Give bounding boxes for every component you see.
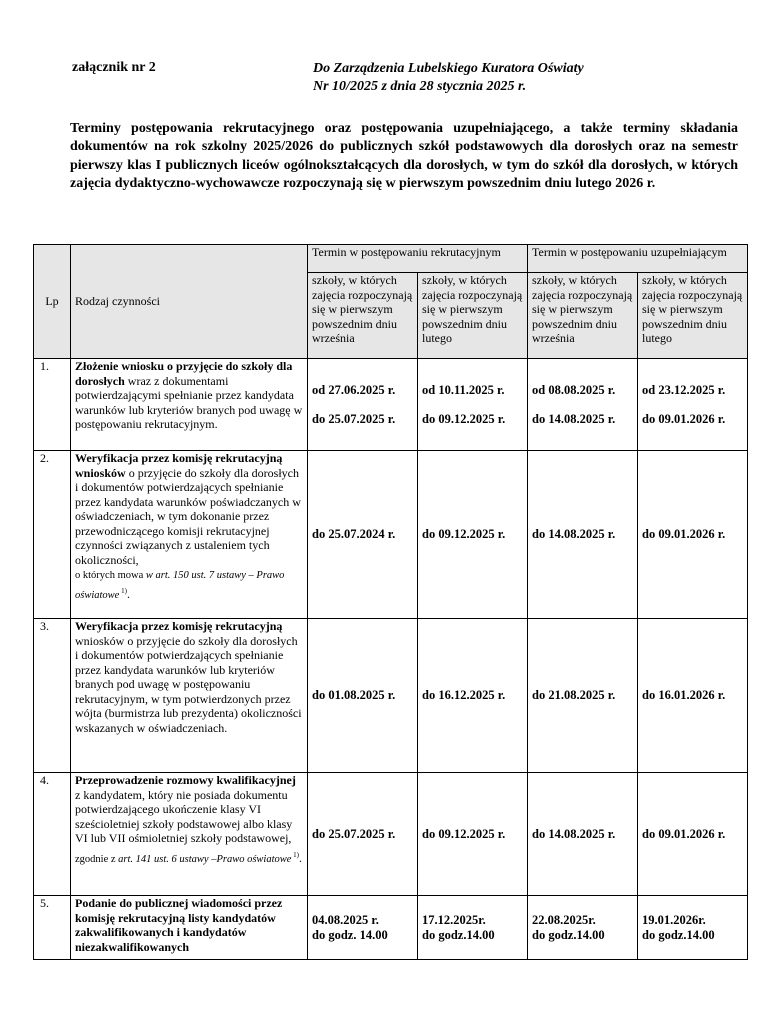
table-row	[34, 359, 748, 451]
date-cell	[418, 359, 528, 451]
law-reference: art. 141 ust. 6 ustawy –Prawo oświatowe	[118, 853, 292, 865]
date-from: od 08.08.2025 r.	[532, 383, 616, 397]
attachment-label: załącznik nr 2	[72, 60, 156, 75]
activity-end: .	[299, 850, 303, 865]
date-cell: do 09.01.2026 r.	[638, 451, 748, 619]
time-value: do godz.14.00	[532, 927, 605, 942]
date-to: do 09.12.2025 r.	[422, 411, 506, 426]
row-number: 4.	[34, 773, 71, 896]
row-number: 2.	[34, 451, 71, 619]
date-cell: do 09.12.2025 r.	[418, 773, 528, 896]
date-cell	[308, 359, 418, 451]
activity-text: z kandydatem, który nie posiada dokumentu potwierdzającego ukończenie klasy VI sześcioletniej szkoły podstawowej albo klasy VI lub VII ośmioletniej szkoły podstawowej,	[75, 787, 293, 845]
date-cell: do 16.01.2026 r.	[638, 619, 748, 773]
date-to: do 14.08.2025 r.	[532, 411, 616, 426]
header-february-recruitment: szkoły, w których zajęcia rozpoczynają się w pierwszym powszednim dniu lutego	[418, 273, 528, 359]
footnote-mark: 1)	[291, 850, 300, 859]
table-row	[34, 773, 748, 896]
activity-cell	[71, 619, 308, 773]
regulation-line-2: Nr 10/2025 z dnia 28 stycznia 2025 r.	[313, 79, 527, 94]
date-cell	[638, 896, 748, 960]
activity-text: wniosków o przyjęcie do szkoły dla dorosłych i dokumentów potwierdzających spełnianie przez kandydata warunków lub kryteriów branych pod uwagę w postępowaniu rekrutacyjnym, w tym potwierdzonych przez wójta (burmistrza lub prezydenta) okoliczności wskazanych w oświadczeniach.	[75, 633, 302, 735]
date-from: od 10.11.2025 r.	[422, 383, 505, 397]
date-value: 19.01.2026r.	[642, 913, 706, 927]
date-cell	[638, 359, 748, 451]
activity-bold: Przeprowadzenie rozmowy kwalifikacyjnej	[75, 773, 296, 787]
header-september-recruitment: szkoły, w których zajęcia rozpoczynają się w pierwszym powszednim dniu września	[308, 273, 418, 359]
activity-bold: Weryfikacja przez komisję rekrutacyjną wniosków	[75, 451, 283, 480]
date-cell: do 16.12.2025 r.	[418, 619, 528, 773]
date-cell: do 25.07.2025 r.	[308, 773, 418, 896]
footnote-mark: 1)	[119, 586, 127, 595]
date-cell	[528, 896, 638, 960]
date-to: do 25.07.2025 r.	[312, 411, 396, 426]
date-cell: do 01.08.2025 r.	[308, 619, 418, 773]
activity-bold: Podanie do publicznej wiadomości przez komisję rekrutacyjną listy kandydatów zakwalifikowanych i kandydatów niezakwalifikowanych	[75, 896, 283, 954]
activity-cell	[71, 896, 308, 960]
date-cell: do 14.08.2025 r.	[528, 451, 638, 619]
date-cell: do 09.01.2026 r.	[638, 773, 748, 896]
date-cell: do 25.07.2024 r.	[308, 451, 418, 619]
date-cell	[308, 896, 418, 960]
header-recruitment-group: Termin w postępowaniu rekrutacyjnym	[308, 245, 528, 273]
table-row	[34, 896, 748, 960]
date-to: do 09.01.2026 r.	[642, 411, 726, 426]
activity-cell	[71, 773, 308, 896]
date-cell: do 09.12.2025 r.	[418, 451, 528, 619]
law-reference: w art. 150 ust. 7 ustawy – Prawo oświatowe	[75, 570, 285, 601]
date-cell	[418, 896, 528, 960]
regulation-reference	[313, 60, 584, 96]
time-value: do godz.14.00	[642, 927, 715, 942]
table-row	[34, 619, 748, 773]
activity-bold: Złożenie wniosku o przyjęcie do szkoły dla dorosłych	[75, 359, 293, 388]
activity-small: o których mowa	[75, 570, 146, 581]
activity-text: o przyjęcie do szkoły dla dorosłych i dokumentów potwierdzających spełnianie przez kandydata warunków poświadczanych w oświadczeniach, w tym dokonanie przez przewodniczącego komisji rekrutacyjnej czynności związanych z ustaleniem tych okoliczności,	[75, 465, 301, 567]
header-activity: Rodzaj czynności	[71, 245, 308, 359]
row-number: 3.	[34, 619, 71, 773]
activity-cell	[71, 359, 308, 451]
row-number: 5.	[34, 896, 71, 960]
schedule-table	[33, 244, 748, 960]
regulation-line-1: Do Zarządzenia Lubelskiego Kuratora Oświaty	[313, 61, 584, 76]
time-value: do godz.14.00	[422, 927, 495, 942]
activity-text: wraz z dokumentami potwierdzającymi spełnianie przez kandydata warunków lub kryteriów branych pod uwagę w postępowaniu rekrutacyjnym.	[75, 373, 303, 431]
date-from: od 27.06.2025 r.	[312, 383, 396, 397]
date-cell	[528, 359, 638, 451]
header-february-supplementary: szkoły, w których zajęcia rozpoczynają się w pierwszym powszednim dniu lutego	[638, 273, 748, 359]
header-september-supplementary: szkoły, w których zajęcia rozpoczynają się w pierwszym powszednim dniu września	[528, 273, 638, 359]
row-number: 1.	[34, 359, 71, 451]
date-value: 22.08.2025r.	[532, 913, 596, 927]
header-lp: Lp	[34, 245, 71, 359]
date-from: od 23.12.2025 r.	[642, 383, 726, 397]
date-cell: do 21.08.2025 r.	[528, 619, 638, 773]
document-title: Terminy postępowania rekrutacyjnego oraz postępowania uzupełniającego, a także terminy składania dokumentów na rok szkolny 2025/2026 do publicznych szkół podstawowych dla dorosłych oraz na semestr pierwszy klas I publicznych liceów ogólnokształcących dla dorosłych, w tym do szkół dla dorosłych, w których zajęcia dydaktyczno-wychowawcze rozpoczynają się w pierwszym powszednim dniu lutego 2026 r.	[70, 121, 738, 192]
activity-end: .	[126, 586, 130, 601]
date-value: 04.08.2025 r.	[312, 913, 379, 927]
activity-cell	[71, 451, 308, 619]
date-cell: do 14.08.2025 r.	[528, 773, 638, 896]
date-value: 17.12.2025r.	[422, 913, 486, 927]
time-value: do godz. 14.00	[312, 927, 388, 942]
header-supplementary-group: Termin w postępowaniu uzupełniającym	[528, 245, 748, 273]
table-row	[34, 451, 748, 619]
activity-small: zgodnie z	[75, 853, 119, 865]
activity-bold: Weryfikacja przez komisję rekrutacyjną	[75, 619, 283, 633]
